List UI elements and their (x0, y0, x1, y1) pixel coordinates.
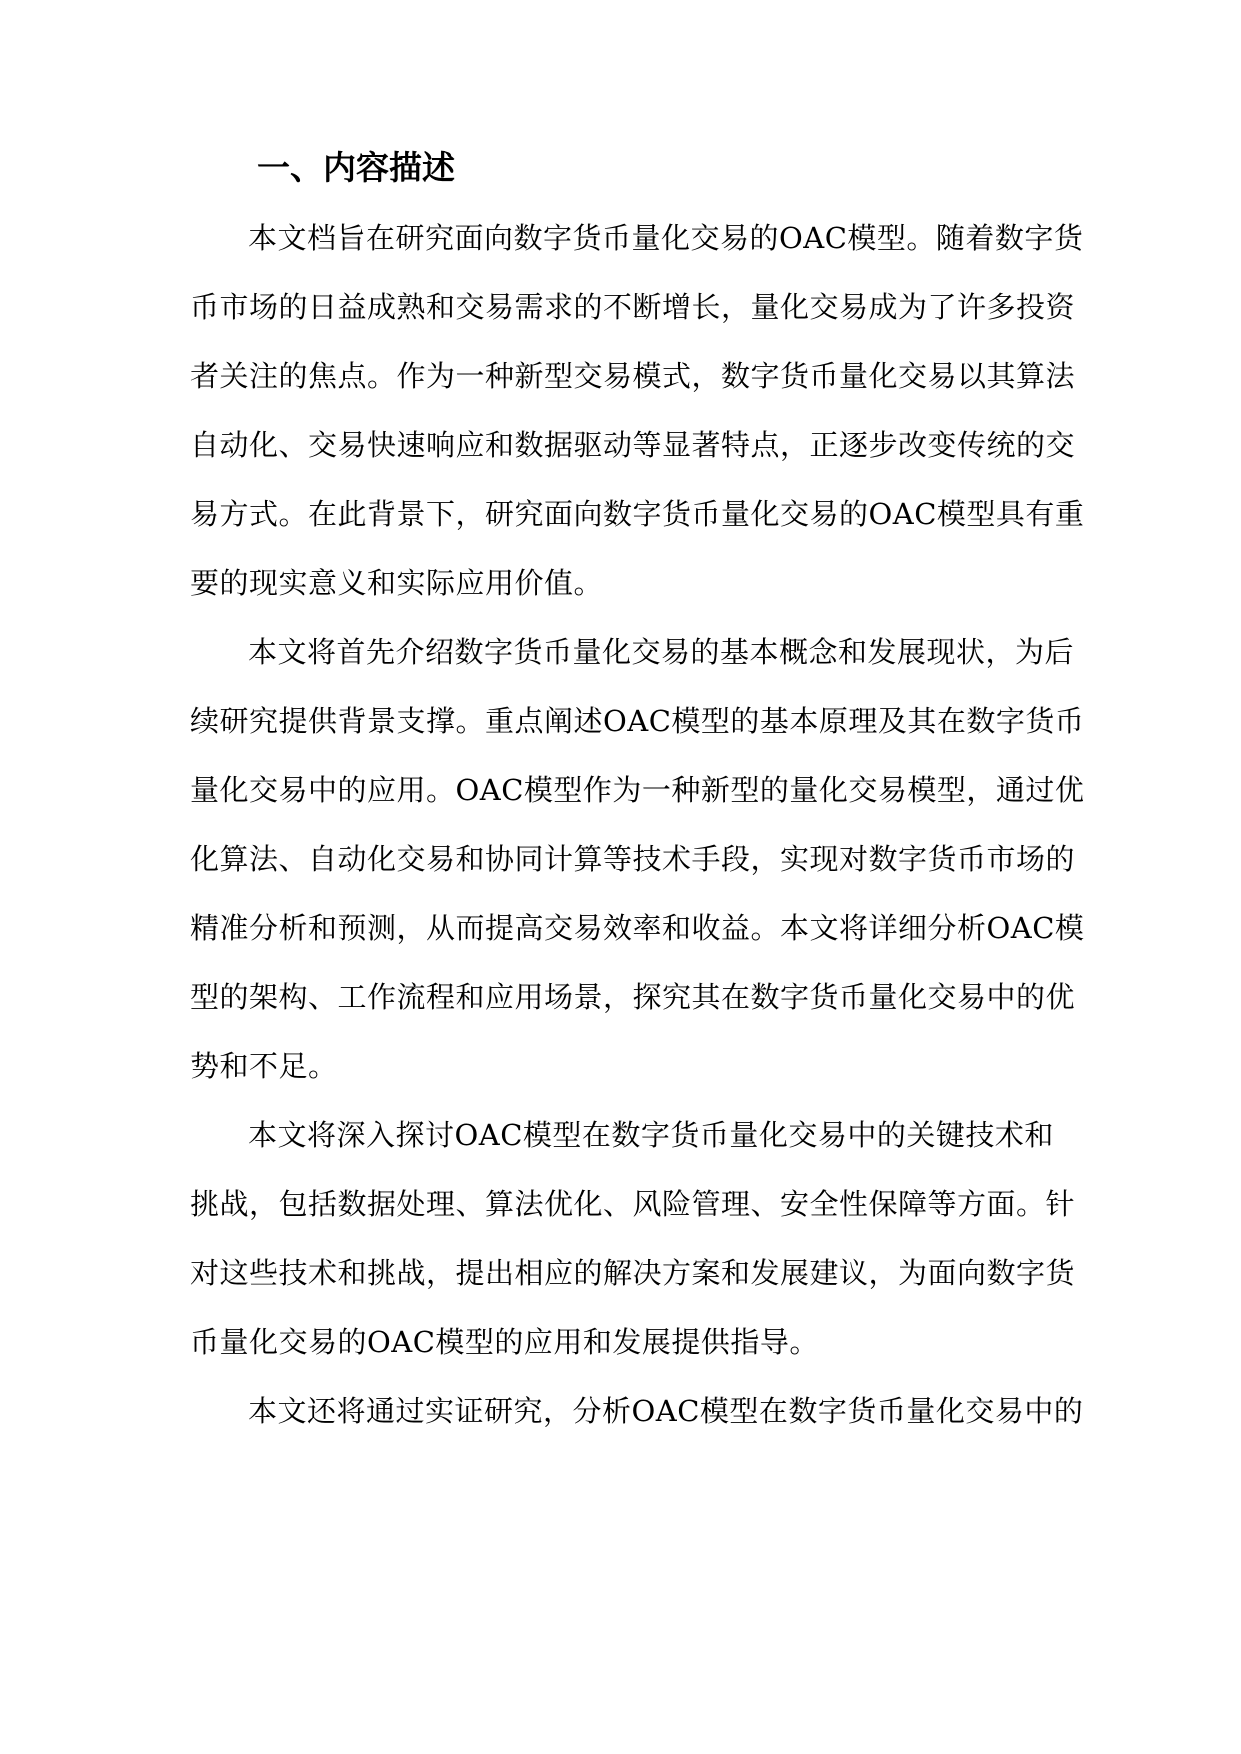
paragraph-1-line-3: 者关注的焦点。作为一种新型交易模式，数字货币量化交易以其算法 (190, 359, 1076, 393)
paragraph-1-line-6: 要的现实意义和实际应用价值。 (190, 566, 604, 600)
paragraph-2-line-1: 本文将首先介绍数字货币量化交易的基本概念和发展现状，为后 (248, 635, 1075, 669)
paragraph-2-line-4: 化算法、自动化交易和协同计算等技术手段，实现对数字货币市场的 (190, 842, 1076, 876)
paragraph-2-line-3: 量化交易中的应用。OAC模型作为一种新型的量化交易模型，通过优 (190, 773, 1085, 807)
paragraph-3-line-2: 挑战，包括数据处理、算法优化、风险管理、安全性保障等方面。针 (190, 1187, 1076, 1221)
paragraph-2-line-5: 精准分析和预测，从而提高交易效率和收益。本文将详细分析OAC模 (190, 911, 1085, 945)
paragraph-3-line-3: 对这些技术和挑战，提出相应的解决方案和发展建议，为面向数字货 (190, 1256, 1076, 1290)
paragraph-1-line-4: 自动化、交易快速响应和数据驱动等显著特点，正逐步改变传统的交 (190, 428, 1076, 462)
paragraph-3-line-4: 币量化交易的OAC模型的应用和发展提供指导。 (190, 1325, 819, 1359)
paragraph-2-line-2: 续研究提供背景支撑。重点阐述OAC模型的基本原理及其在数字货币 (190, 704, 1085, 738)
paragraph-1-line-5: 易方式。在此背景下，研究面向数字货币量化交易的OAC模型具有重 (190, 497, 1085, 531)
paragraph-2-line-6: 型的架构、工作流程和应用场景，探究其在数字货币量化交易中的优 (190, 980, 1076, 1014)
paragraph-4-line-1: 本文还将通过实证研究，分析OAC模型在数字货币量化交易中的 (248, 1394, 1084, 1428)
paragraph-1-line-2: 币市场的日益成熟和交易需求的不断增长，量化交易成为了许多投资 (190, 290, 1076, 324)
paragraph-2-line-7: 势和不足。 (190, 1049, 338, 1083)
paragraph-1-line-1: 本文档旨在研究面向数字货币量化交易的OAC模型。随着数字货 (248, 221, 1084, 255)
section-heading: 一、内容描述 (257, 148, 455, 187)
paragraph-3-line-1: 本文将深入探讨OAC模型在数字货币量化交易中的关键技术和 (248, 1118, 1054, 1152)
